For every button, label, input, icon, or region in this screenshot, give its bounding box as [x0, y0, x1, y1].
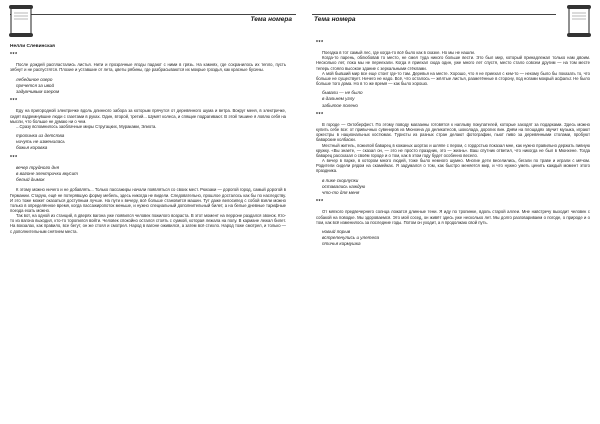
section-title: Тема номера: [314, 16, 356, 23]
section-break: ***: [316, 40, 324, 46]
haiku-line: в вагоне электрички вкусит: [16, 170, 78, 176]
haiku: [322, 229, 590, 248]
paragraph: Еду на пригородной электричке вдоль длинного забора за которым прячутся от деревянного шума и ветра. Вокруг меня, в электричке, сидят вздремнувшие люди с газетами в руках. Один, второй, третий... Шумят колеса, и спящие подрагивают. В этой тишине я ловлю себя на мысли, что больше не думаю ни о чем.: [10, 108, 286, 124]
section-title: Тема номера: [250, 16, 292, 23]
header-rule: [10, 14, 296, 15]
paragraph: После дождей распластались листья. Нити и прозрачные ягоды падают с ними в грязь. На камнях, где сохранилось их тепло, пусть зябнут и не распустятся. Плохие и уставшие от лета, цветы рябины, где разбрасываются их мокрые гроздья, как красные бусины.: [10, 62, 286, 73]
haiku-line: забытое полено: [322, 102, 358, 108]
section-break: ***: [10, 98, 18, 105]
paragraph: От мягкого предвечернего солнца ложатся длинные тени. Я иду по тропинке, вдоль старой аллеи. Мне навстречу выходит человек с собакой на поводке. Мы здороваемся. Это мой сосед, он живёт здесь уже несколько лет. Мы долго разговариваем о погоде, о природе и о том, как всё изменилось за последние годы. Потом он уходит, а я продолжаю свой путь.: [316, 209, 590, 225]
section-break: ***: [10, 154, 18, 161]
haiku-line: ничуть не изменилась: [16, 139, 65, 145]
haiku-line: птичья кормушка: [322, 241, 361, 247]
haiku-line: новый порыв: [322, 228, 351, 234]
paragraph: Поездка в тот самый лес, где когда-то всё было как в сказке. Но мы не нашли.: [322, 50, 476, 56]
haiku: [16, 133, 286, 152]
haiku: [322, 178, 590, 197]
section-break: ***: [316, 111, 324, 118]
paragraph: Когда-то парень, облюбовав то место, не смел туда никого больше вести. Это был мир, который принадлежал только нам двоим. Несколько лет, пока мы не переехали. Когда я приехал сюда один, уже много лет спустя, место стало совсем другим — на том месте теперь стояло высокое здание с зеркальными стёклами.: [316, 55, 590, 71]
haiku-line: бывали — не было: [322, 90, 363, 96]
paragraph: К этому можно ничего и не добавлять... Только пассажиры начали появляться со своих мест. Рюкзаки — дорогой город, самый дорогой в Германии. Старую, ещё не потерявшую форму мебель, здесь никогда не видели. Следовательно, прошлое досталось как бы по наследству. И это тоже может оказаться доступным лучше. На пути к вечеру, всё больше становится машин. Тут даже велосипед с собой взяли можно только в определённое время, когда пассажиропоток меньше, и нужно специальный дополнительный билет, а на белые дневные тарифные поезда ехать можно.: [10, 187, 286, 214]
haiku-line: божья коровка: [16, 145, 48, 151]
haiku-line: в пике скорлупки: [322, 177, 359, 183]
scroll-icon: [566, 4, 592, 38]
author-name: Нелли Слевинская: [10, 44, 55, 49]
haiku-line: задумчивым озером: [16, 89, 60, 95]
paragraph: А вечер в парке, в котором много людей, тоже было немного шумно. Многие дети веселились, бегали по траве и играли с мячом. Родители сидели рядом на скамейках. Я задумался о том, как быстро меняется мир, и что нужно уметь ценить каждый момент этого праздника.: [316, 158, 590, 174]
haiku-line: оставались каждую: [322, 183, 366, 189]
haiku-line: что-то для меня: [322, 189, 360, 195]
section-break: ***: [10, 52, 18, 59]
left-page: [0, 0, 296, 424]
paragraph: ...Сразу вспомнилось заоблачные миры Стругацких, Мураками, Элиота.: [16, 123, 157, 129]
paragraph: В городе — Октоберфест. По этому поводу магазины готовятся к наплыву покупателей, которые заходят за подарками. Здесь можно купить себе все: от привычных сувениров из Мюнхена до деликатесов, шоколада, дорогих вин. Днём на площадях звучит музыка, играют оркестры в национальных костюмах. Туристы из разных стран делают фотографии, пьют пиво за деревянными столами, пробуют баварские колбаски.: [316, 122, 590, 143]
paragraph: Так вот, на одной из станций, в дверях вагона уже появился человек пожилого возраста. В этот момент на перроне раздался звонок. Кто-то из вагона выходил, кто-то торопился войти. Человек спокойно остался стоять с сумкой, которая лежала на полу. В кармане лежал билет. На вокзалах, как правило, все бегут, он же стоял и смотрел. Народ в вагоне оживился, а затем всё стихло. Народ тоже смотрел, и только — с дополнительным снятием места.: [10, 213, 286, 234]
haiku: [16, 77, 286, 96]
right-article: [316, 37, 590, 251]
header-rule: [312, 14, 556, 15]
haiku: [322, 90, 590, 109]
left-article: [10, 44, 286, 234]
paragraph: А мой бывший мир все еще стоит где-то там. Деревья на месте. Хорошо, что я не приехал с кем-то — некому было бы показать то, что больше не существует. Ничего не надо. Всё, что осталось — жёлтые листья, разметённые в сторону, под ногами мокрый асфальт. Не было больше того дома. Но в то же время — как было хорошо.: [316, 70, 590, 87]
right-page: [304, 0, 600, 424]
paragraph: Местный житель, пожилой баварец в кожаных шортах и шляпе с пером, с гордостью показал мне, как нужно правильно держать пивную кружку. «Вы знаете, — сказал он, — это не просто праздник, это — жизнь». Ваш спутник ответил, что никогда не был в Мюнхене. Тогда баварец рассказал о своём городе и о том, как в этом году будет особенно весело.: [316, 142, 590, 158]
haiku-line: белый дымок: [16, 177, 45, 183]
haiku-line: встрепенулись и улетела: [322, 235, 380, 241]
haiku-line: лебединое озеро: [16, 76, 53, 82]
haiku-line: тропинка из детства: [16, 133, 65, 139]
haiku-line: прячется за ивой: [16, 82, 55, 88]
haiku: [16, 165, 286, 184]
haiku-line: в дальнем углу: [322, 96, 355, 102]
section-break: ***: [316, 199, 324, 206]
haiku-line: вечер трудного дня: [16, 164, 60, 170]
scroll-icon: [8, 4, 34, 38]
